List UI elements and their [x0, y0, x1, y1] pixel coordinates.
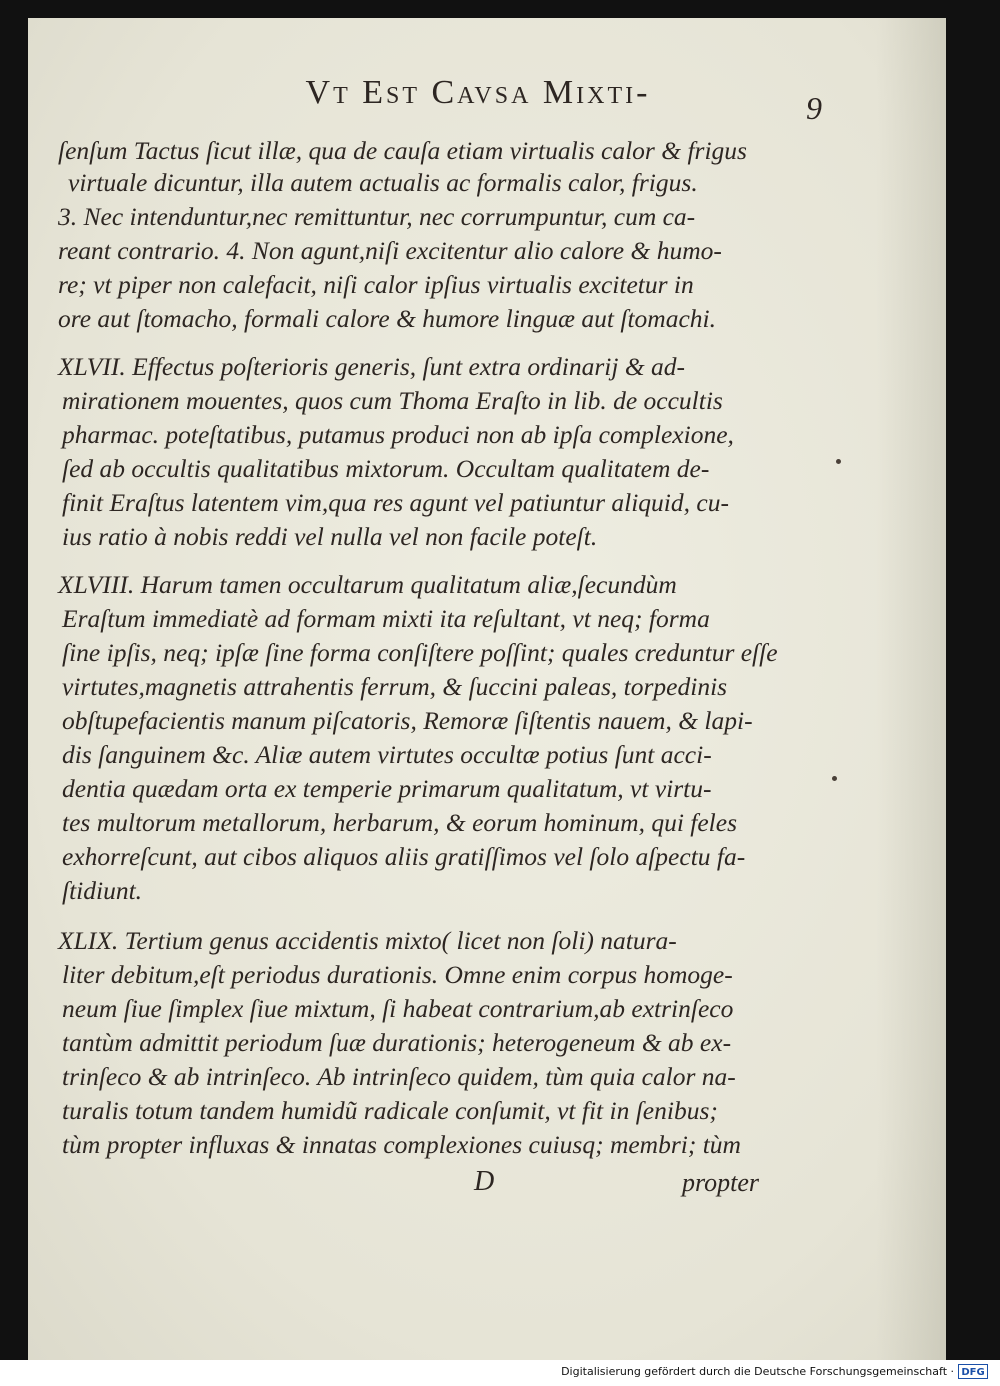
- text-line: pharmac. poteſtatibus, putamus produci non ab ipſa complexione,: [62, 420, 734, 449]
- text-line: obſtupefacientis manum piſcatoris, Remoræ ſiſtentis nauem, & lapi-: [62, 706, 753, 735]
- text-line: XLVII. Effectus poſterioris generis, ſunt extra ordinarij & ad-: [58, 352, 686, 381]
- text-line: XLIX. Tertium genus accidentis mixto( licet non ſoli) natura-: [58, 926, 677, 955]
- text-line: dentia quædam orta ex temperie primarum qualitatum, vt virtu-: [62, 774, 712, 803]
- text-line: turalis totum tandem humidũ radicale conſumit, vt fit in ſenibus;: [62, 1096, 718, 1125]
- text-line: tes multorum metallorum, herbarum, & eorum hominum, qui feles: [62, 808, 738, 837]
- text-line: reant contrario. 4. Non agunt,niſi excitentur alio calore & humo-: [58, 236, 722, 265]
- text-line: tùm propter influxas & innatas complexiones cuiusq; membri; tùm: [62, 1130, 741, 1159]
- text-line: virtutes,magnetis attrahentis ferrum, & ſuccini paleas, torpedinis: [62, 672, 728, 701]
- footer-credit: Digitalisierung gefördert durch die Deutsche Forschungsgemeinschaft ·: [561, 1365, 954, 1378]
- text-line: 3. Nec intenduntur,nec remittuntur, nec corrumpuntur, cum ca-: [58, 202, 696, 231]
- page-edge-shadow: [876, 18, 946, 1360]
- signature-mark: D: [474, 1166, 495, 1197]
- text-line: ſenſum Tactus ſicut illæ, qua de cauſa etiam virtualis calor & frigus: [58, 136, 747, 165]
- margin-dot: [836, 459, 841, 464]
- text-line: ſtidiunt.: [62, 876, 143, 905]
- text-line: tantùm admittit periodum ſuæ durationis; heterogeneum & ab ex-: [62, 1028, 732, 1057]
- text-line: finit Eraſtus latentem vim,qua res agunt vel patiuntur aliquid, cu-: [62, 488, 729, 517]
- catchword: propter: [682, 1168, 760, 1197]
- margin-dot: [832, 776, 837, 781]
- footer-bar: [0, 1360, 1000, 1386]
- dfg-logo: DFG: [958, 1364, 988, 1379]
- text-line: virtuale dicuntur, illa autem actualis ac formalis calor, frigus.: [68, 168, 698, 197]
- text-line: Eraſtum immediatè ad formam mixti ita reſultant, vt neq; forma: [62, 604, 710, 633]
- text-line: liter debitum,eſt periodus durationis. Omne enim corpus homoge-: [62, 960, 733, 989]
- text-line: exhorreſcunt, aut cibos aliquos aliis gratiſſimos vel ſolo aſpectu fa-: [62, 842, 746, 871]
- folio-number: 9: [806, 90, 822, 126]
- text-line: trinſeco & ab intrinſeco. Ab intrinſeco quidem, tùm quia calor na-: [62, 1062, 736, 1091]
- text-line: mirationem mouentes, quos cum Thoma Eraſto in lib. de occultis: [62, 386, 723, 415]
- text-line: neum ſiue ſimplex ſiue mixtum, ſi habeat contrarium,ab extrinſeco: [62, 994, 734, 1023]
- book-page: [28, 18, 946, 1360]
- text-line: ſine ipſis, neq; ipſæ ſine forma conſiſtere poſſint; quales creduntur eſſe: [62, 638, 778, 667]
- text-line: ſed ab occultis qualitatibus mixtorum. Occultam qualitatem de-: [62, 454, 710, 483]
- text-line: ius ratio à nobis reddi vel nulla vel non facile poteſt.: [62, 522, 598, 551]
- text-line: re; vt piper non calefacit, niſi calor ipſius virtualis excitetur in: [58, 270, 694, 299]
- text-line: XLVIII. Harum tamen occultarum qualitatum aliæ,ſecundùm: [58, 570, 677, 599]
- text-line: dis ſanguinem &c. Aliæ autem virtutes occultæ potius ſunt acci-: [62, 740, 712, 769]
- text-line: ore aut ſtomacho, formali calore & humore linguæ aut ſtomachi.: [58, 304, 716, 333]
- running-head: Vt Est Cavsa Mixti-: [305, 74, 651, 111]
